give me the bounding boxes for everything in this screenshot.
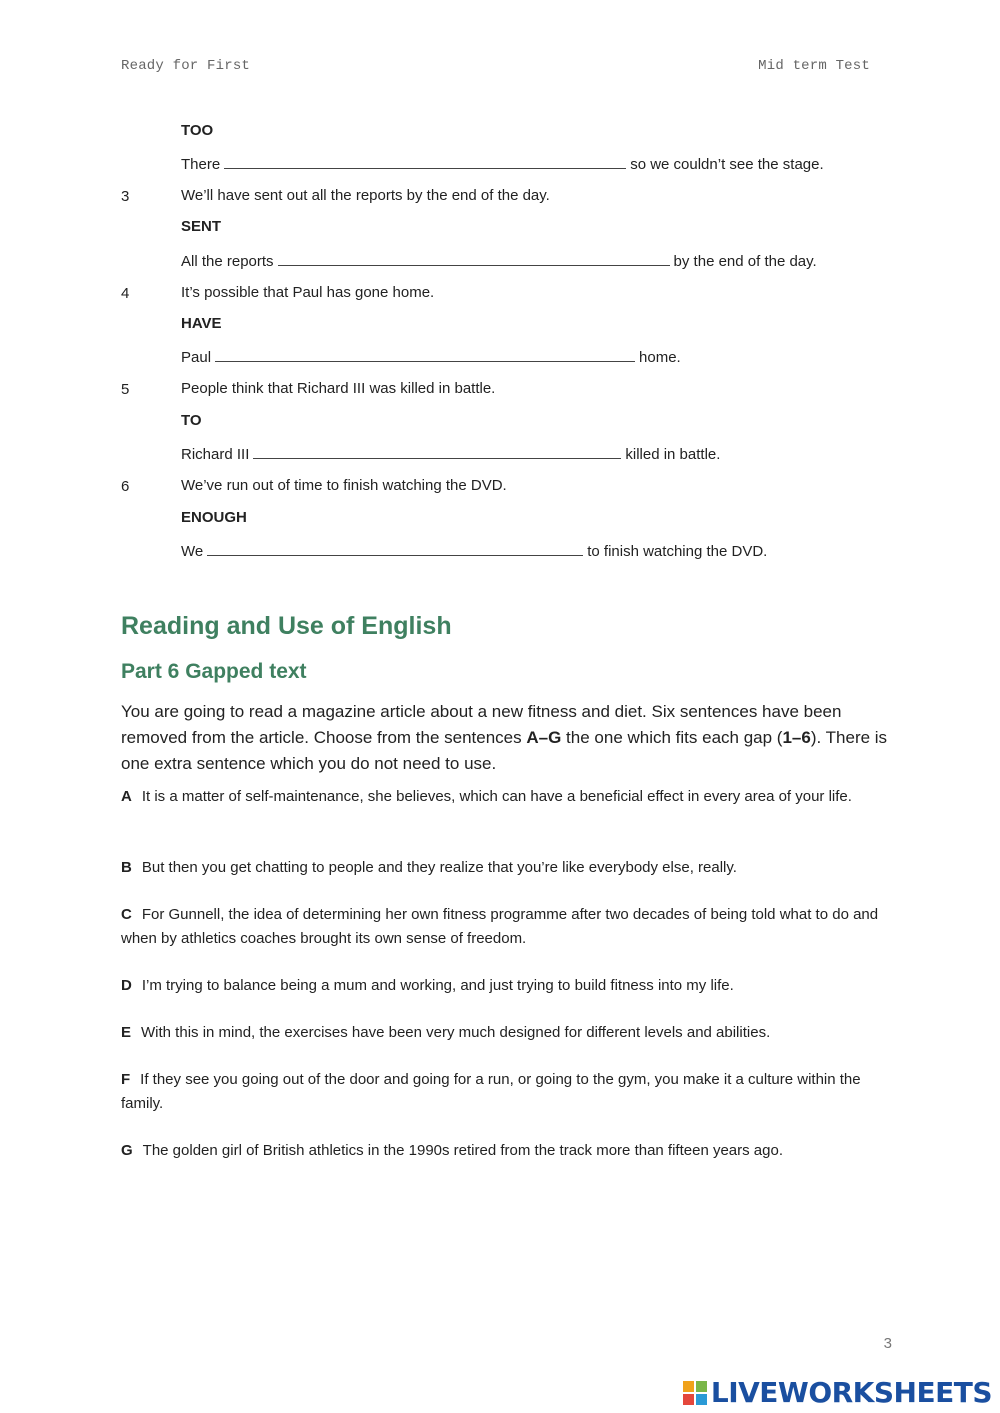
answer-blank[interactable] (253, 444, 621, 459)
answer-after: by the end of the day. (673, 253, 817, 270)
part-title: Part 6 Gapped text (121, 660, 307, 683)
answer-after: home. (639, 349, 681, 366)
answer-blank[interactable] (224, 154, 626, 169)
answer-before: Richard III (181, 446, 250, 463)
option-letter: D (121, 977, 132, 994)
page-number: 3 (883, 1335, 892, 1352)
option-b (121, 856, 891, 880)
option-d (121, 974, 891, 998)
header-left: Ready for First (121, 58, 251, 74)
answer-after: to finish watching the DVD. (587, 543, 768, 560)
option-g (121, 1139, 891, 1163)
option-letter: B (121, 859, 132, 876)
question-number: 4 (121, 285, 130, 302)
option-c (121, 903, 891, 950)
keyword: HAVE (181, 315, 222, 332)
header-right: Mid term Test (758, 58, 870, 74)
option-letter: C (121, 906, 132, 923)
answer-line (181, 154, 824, 175)
answer-before: Paul (181, 349, 212, 366)
question-prompt: People think that Richard III was killed in battle. (181, 380, 496, 397)
logo-block (683, 1381, 694, 1392)
keyword: SENT (181, 218, 222, 235)
answer-line (181, 251, 817, 272)
option-letter: A (121, 788, 132, 805)
answer-before: All the reports (181, 253, 274, 270)
question-number: 3 (121, 188, 130, 205)
instructions-text: ). There is one extra sentence which you do not need to use. (121, 728, 888, 773)
answer-before: There (181, 156, 221, 173)
question-prompt: We’ll have sent out all the reports by the end of the day. (181, 187, 550, 204)
answer-blank[interactable] (278, 251, 670, 266)
option-letter: G (121, 1142, 133, 1159)
brand-name: LIVEWORKSHEETS (710, 1376, 992, 1409)
instructions-range-numbers: 1–6 (782, 728, 811, 747)
logo-block (696, 1381, 707, 1392)
liveworksheets-logo[interactable] (683, 1376, 992, 1409)
option-f (121, 1068, 891, 1115)
answer-blank[interactable] (215, 347, 635, 362)
option-text: But then you get chatting to people and they realize that you’re like everybody else, really. (141, 859, 737, 876)
option-a (121, 785, 891, 809)
answer-after: killed in battle. (625, 446, 721, 463)
option-letter: F (121, 1071, 131, 1088)
question-prompt: It’s possible that Paul has gone home. (181, 284, 435, 301)
answer-blank[interactable] (207, 541, 583, 556)
keyword: TO (181, 412, 202, 429)
answer-line (181, 541, 767, 562)
question-number: 6 (121, 478, 130, 495)
answer-line (181, 347, 681, 368)
question-prompt: We’ve run out of time to finish watching the DVD. (181, 477, 507, 494)
answer-after: so we couldn’t see the stage. (630, 156, 824, 173)
option-text: The golden girl of British athletics in the 1990s retired from the track more than fifteen years ago. (142, 1142, 783, 1159)
answer-before: We (181, 543, 204, 560)
logo-blocks-icon (683, 1381, 707, 1405)
answer-line (181, 444, 720, 465)
option-letter: E (121, 1024, 132, 1041)
keyword: TOO (181, 122, 214, 139)
logo-block (696, 1394, 707, 1405)
option-text: With this in mind, the exercises have been very much designed for different levels and abilities. (141, 1024, 771, 1041)
instructions (121, 699, 891, 777)
logo-block (683, 1394, 694, 1405)
instructions-text: the one which fits each gap ( (561, 728, 783, 747)
option-text: It is a matter of self-maintenance, she believes, which can have a beneficial effect in every area of your life. (141, 788, 852, 805)
option-text: I’m trying to balance being a mum and working, and just trying to build fitness into my life. (141, 977, 734, 994)
option-text: If they see you going out of the door and going for a run, or going to the gym, you make it a culture within the family. (121, 1071, 861, 1112)
keyword: ENOUGH (181, 509, 247, 526)
section-title: Reading and Use of English (121, 612, 452, 640)
instructions-text: You are going to read a magazine article about a new fitness and diet. Six sentences have been removed from the article. Choose from the sentences (121, 702, 842, 747)
instructions-range-letters: A–G (526, 728, 562, 747)
question-number: 5 (121, 381, 130, 398)
option-text: For Gunnell, the idea of determining her own fitness programme after two decades of being told what to do and when by athletics coaches brought its own sense of freedom. (121, 906, 879, 947)
option-e (121, 1021, 891, 1045)
